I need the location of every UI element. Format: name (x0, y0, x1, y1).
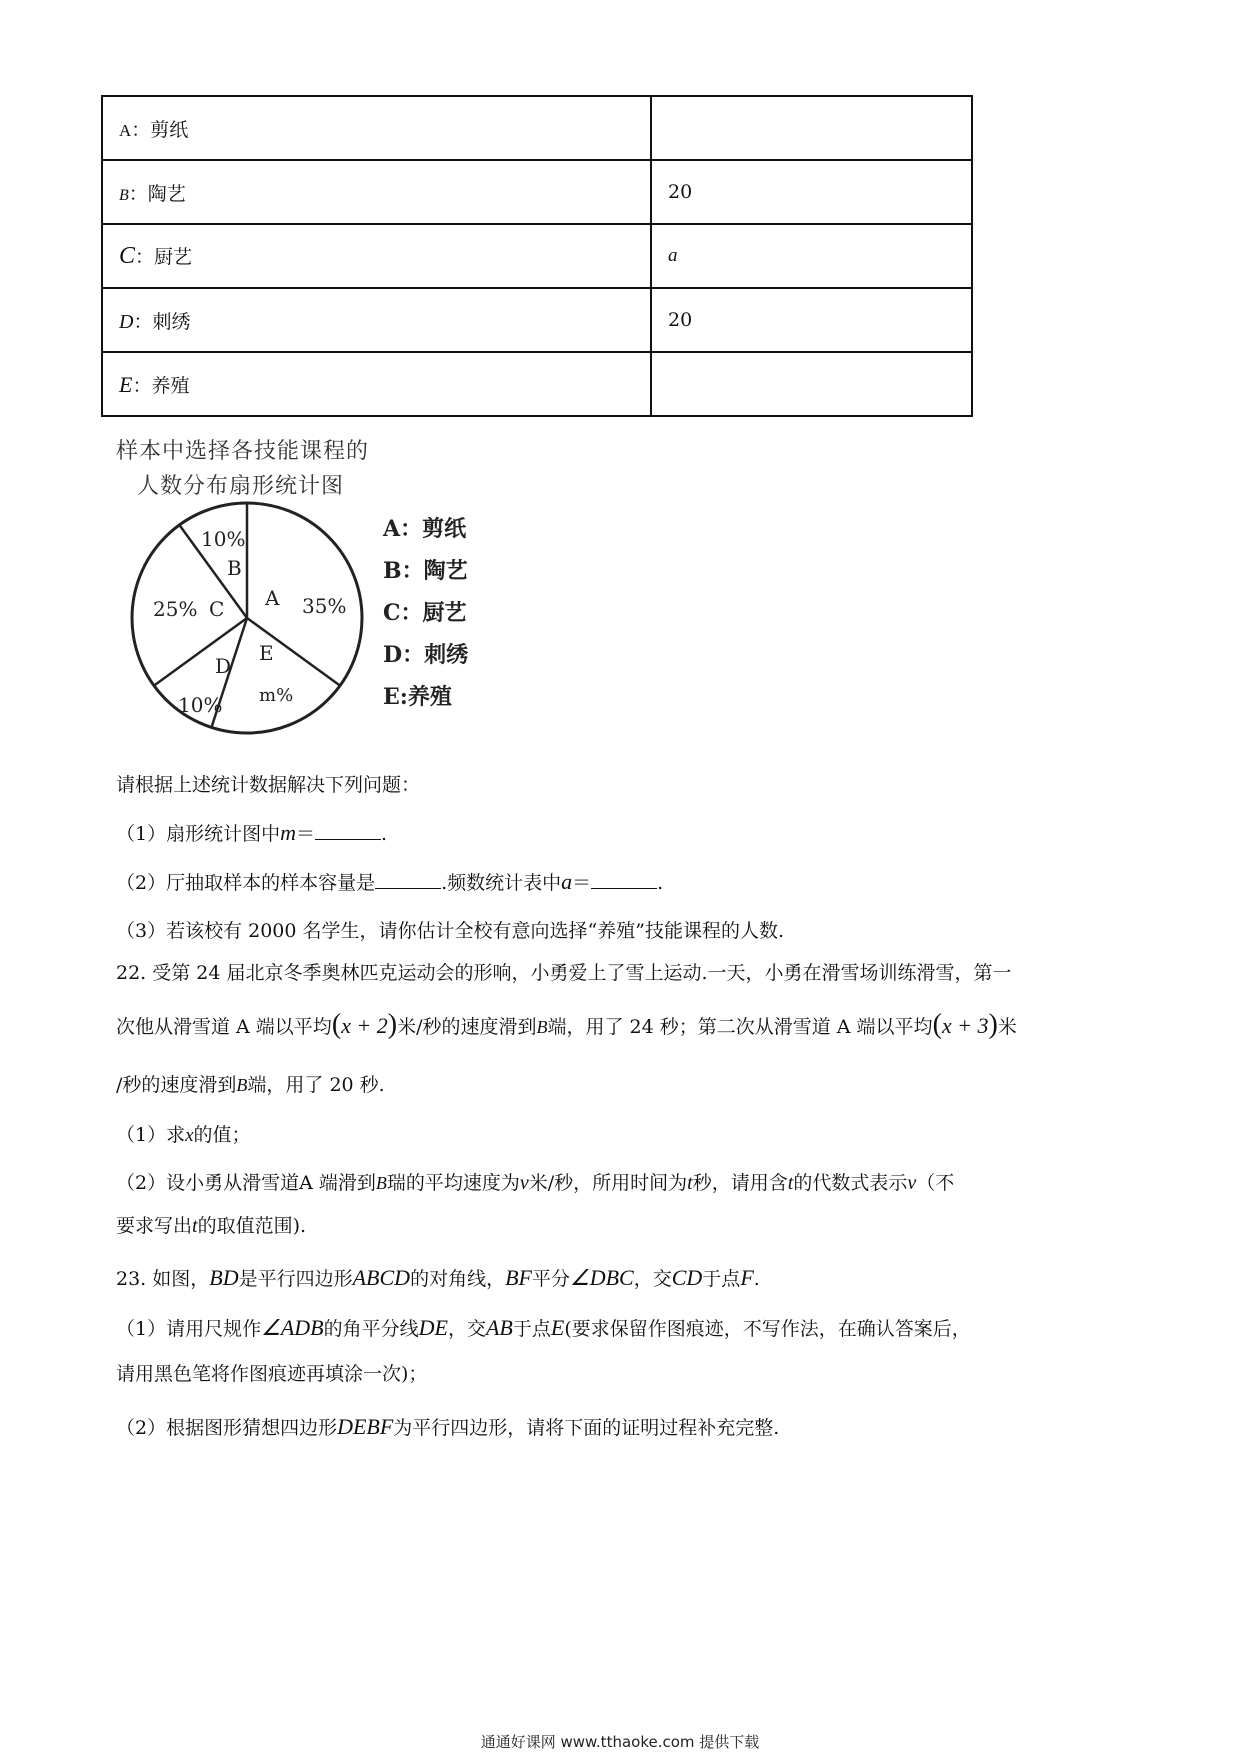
intro-text: 请根据上述统计数据解决下列问题： (116, 774, 421, 796)
table-cell-category (102, 96, 651, 160)
q-text: /秒的速度滑到 (116, 1074, 237, 1096)
math-var: BF (505, 1265, 532, 1290)
math-var: CD (671, 1265, 703, 1290)
frequency-table (101, 95, 973, 417)
math-var: t (192, 1215, 198, 1237)
question-23 (116, 1263, 1136, 1294)
q-text: （1）请用尺规作 (116, 1318, 262, 1340)
math-var: m (280, 820, 296, 845)
pie-title-line2: 人数分布扇形统计图 (137, 474, 345, 499)
page-footer: 通通好课网 www.tthaoke.com 提供下载 (480, 1733, 760, 1751)
math-var: v (907, 1172, 917, 1194)
q-text: 的取值范围). (197, 1215, 307, 1237)
math-var: t (787, 1172, 794, 1194)
q-text: 的角平分线 (323, 1318, 419, 1340)
legend-item: B：陶艺 (383, 558, 468, 584)
q-text: . (381, 823, 388, 845)
math-var: ∠DBC (569, 1265, 634, 1290)
table-cell-category (102, 288, 651, 352)
q-text: （不 (916, 1172, 955, 1194)
math-var: a (561, 869, 573, 894)
question-23-1-line2: 请用黑色笔将作图痕迹再填涂一次)； (116, 1363, 428, 1385)
table-row (102, 96, 972, 160)
question-22-line1: 22. 受第 24 届北京冬季奥林匹克运动会的形响，小勇爱上了雪上运动.一天，小勇在滑雪场训练滑雪，第一 (116, 962, 1012, 984)
table-cell-value: 20 (651, 288, 972, 352)
math-expr: x + 3 (941, 1013, 989, 1038)
category-label: ：剪纸 (131, 118, 189, 141)
math-var: E (550, 1315, 565, 1340)
q-text: . (753, 1268, 760, 1290)
table-cell-value (651, 352, 972, 416)
question-23-1 (116, 1313, 1136, 1344)
q-text: 于点 (702, 1268, 741, 1290)
table-row (102, 288, 972, 352)
math-var: B (536, 1017, 548, 1037)
category-label: ：陶艺 (128, 182, 186, 205)
math-var: BD (209, 1265, 239, 1290)
q-text: 米/秒，所用时间为 (528, 1172, 688, 1194)
category-letter: E (119, 371, 133, 397)
q-text: 端，用了 24 秒；第二次从滑雪道 A 端以平均 (547, 1016, 933, 1038)
category-label: ：厨艺 (135, 246, 193, 268)
math-var: DEBF (337, 1414, 394, 1439)
table-cell-category (102, 160, 651, 224)
q-text: ＝ (295, 823, 315, 845)
q-text: 秒，请用含 (692, 1172, 788, 1194)
q-text: (要求保留作图痕迹，不写作法，在确认答案后， (564, 1318, 971, 1340)
q-text: 要求写出 (116, 1215, 193, 1237)
math-var: DE (418, 1315, 448, 1340)
math-var: ABCD (352, 1265, 411, 1290)
category-label: ：养殖 (132, 374, 190, 397)
q-text: ，交 (447, 1318, 486, 1340)
slice-label-a: A (265, 586, 280, 610)
q-text: 的代数式表示 (793, 1172, 908, 1194)
q-text: （2）根据图形猜想四边形 (116, 1417, 338, 1439)
answer-blank[interactable] (375, 868, 441, 889)
q-text: （2）厅抽取样本的样本容量是 (116, 872, 376, 894)
category-letter: D (119, 310, 134, 333)
question-22-1 (116, 1120, 1136, 1151)
table-row (102, 224, 972, 288)
table-row (102, 352, 972, 416)
answer-blank[interactable] (315, 819, 381, 840)
question-22-line2 (116, 1010, 1136, 1042)
slice-percent-d: 10% (178, 693, 223, 717)
q-text: 次他从滑雪道 A 端以平均 (116, 1016, 332, 1038)
table-cell-value: 20 (651, 160, 972, 224)
question-22-line3 (116, 1070, 1136, 1100)
math-var: x (185, 1125, 194, 1146)
slice-boundary-c (154, 618, 247, 686)
slice-label-d: D (215, 654, 232, 678)
category-letter: B (119, 186, 129, 204)
category-letter: C (119, 243, 136, 269)
category-label: ：刺绣 (133, 310, 191, 333)
legend-item: C：厨艺 (383, 600, 467, 626)
slice-percent-c: 25% (153, 597, 198, 621)
q-text: 端，用了 20 秒. (247, 1074, 385, 1096)
q-text: 瑞的平均速度为 (386, 1172, 520, 1194)
question-21-1 (116, 818, 1136, 849)
question-23-2 (116, 1412, 1136, 1443)
slice-label-b: B (227, 556, 242, 580)
question-21-2 (116, 867, 1136, 898)
q-text: 为平行四边形，请将下面的证明过程补充完整. (393, 1417, 780, 1439)
legend-item: D：刺绣 (383, 642, 469, 668)
q-text: 米 (997, 1016, 1017, 1038)
legend-item: A：剪纸 (383, 516, 467, 542)
q-text: （1）扇形统计图中 (116, 823, 281, 845)
q-text: . (657, 872, 664, 894)
pie-legend (383, 508, 468, 718)
paren-close: ) (988, 1009, 998, 1040)
q-text: .频数统计表中 (441, 872, 562, 894)
paren-close: ) (387, 1009, 398, 1040)
q-text: ＝ (572, 872, 592, 894)
pie-chart (110, 490, 380, 750)
slice-label-c: C (209, 597, 225, 621)
question-22-2 (116, 1168, 1136, 1198)
q-text: 的值； (193, 1124, 251, 1146)
q-text: ，交 (633, 1268, 672, 1290)
math-var: ∠ADB (261, 1315, 324, 1340)
q-text: 平分 (531, 1268, 570, 1290)
slice-label-e: E (259, 641, 274, 665)
slice-percent-b: 10% (201, 527, 246, 551)
category-letter: A (119, 120, 132, 140)
math-expr: x + 2 (341, 1013, 388, 1038)
question-21-3: （3）若该校有 2000 名学生，请你估计全校有意向选择“养殖”技能课程的人数. (116, 920, 784, 942)
math-var: AB (485, 1315, 513, 1340)
q-text: 是平行四边形 (238, 1268, 353, 1290)
paren-open: ( (932, 1009, 942, 1040)
math-var: B (236, 1075, 248, 1095)
q-text: 的对角线， (410, 1268, 506, 1290)
math-var: v (519, 1172, 529, 1194)
math-var: t (687, 1172, 693, 1194)
slice-percent-a: 35% (302, 594, 347, 618)
table-cell-category (102, 224, 651, 288)
legend-item: E:养殖 (383, 684, 452, 710)
table-cell-category (102, 352, 651, 416)
q-text: （1）求 (116, 1124, 186, 1146)
q-text: 于点 (512, 1318, 551, 1340)
table-row (102, 160, 972, 224)
math-var: B (375, 1173, 387, 1193)
pie-title-line1: 样本中选择各技能课程的 (116, 439, 370, 464)
table-cell-value (651, 96, 972, 160)
answer-blank[interactable] (591, 868, 657, 889)
table-cell-value: a (651, 224, 972, 288)
question-22-2-line2 (116, 1211, 1136, 1241)
slice-percent-e: m% (259, 685, 294, 706)
q-text: （2）设小勇从滑雪道A 端滑到 (116, 1172, 376, 1194)
math-var: F (740, 1265, 754, 1290)
q-text: 23. 如图， (116, 1268, 210, 1290)
q-text: 米/秒的速度滑到 (397, 1016, 537, 1038)
paren-open: ( (331, 1009, 342, 1040)
